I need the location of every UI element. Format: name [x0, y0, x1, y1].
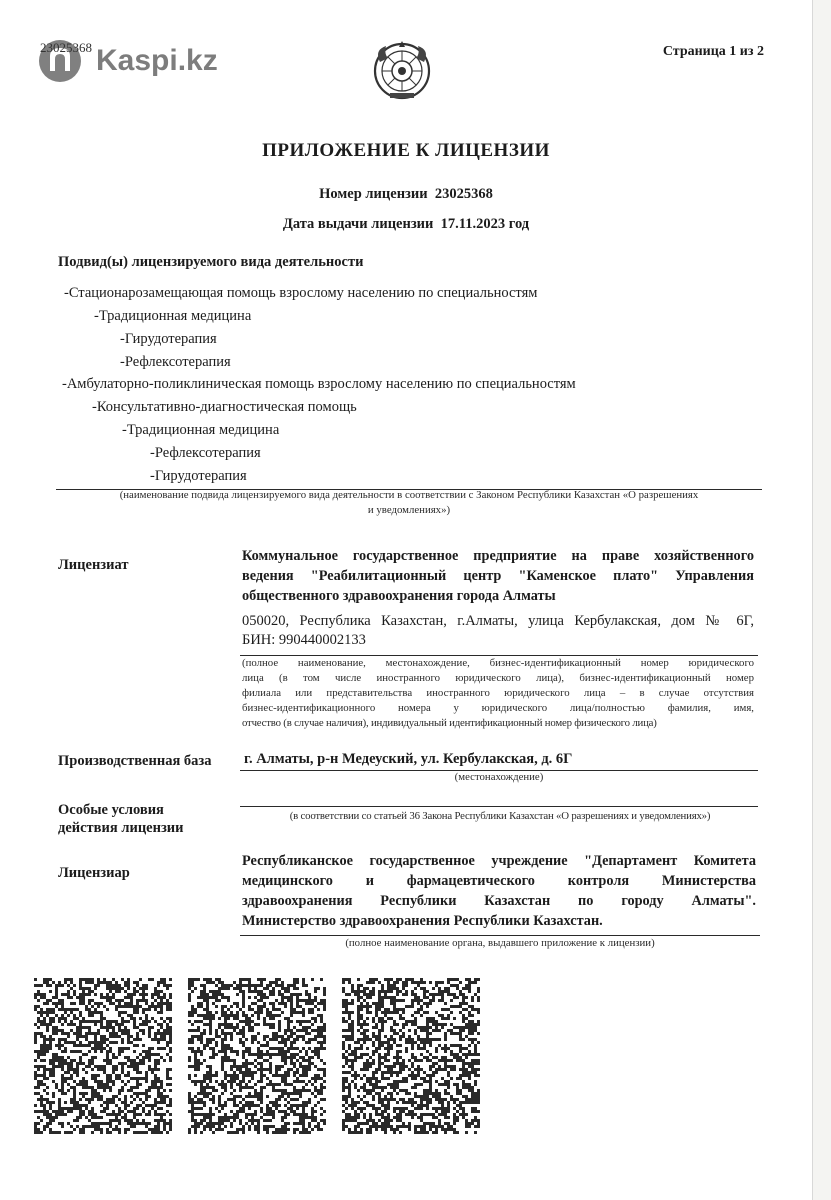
- state-emblem-icon: [372, 40, 432, 102]
- licensee-note-3: филиала или представительства иностранного юридического лица – в случае отсутствия: [242, 687, 754, 699]
- license-number-label: Номер лицензии: [319, 186, 428, 202]
- activity-item: -Амбулаторно-поликлиническая помощь взрослому населению по специальностям: [62, 376, 576, 392]
- qr-code-3: [342, 978, 480, 1134]
- production-base-value: г. Алматы, р-н Медеуский, ул. Кербулакская, д. 6Г: [244, 751, 573, 767]
- activities-heading: Подвид(ы) лицензируемого вида деятельности: [58, 254, 364, 270]
- activity-item: -Традиционная медицина: [94, 308, 252, 324]
- activity-item: -Рефлексотерапия: [150, 445, 261, 461]
- licensor-underline: [240, 935, 760, 936]
- special-conditions-underline: [240, 806, 758, 807]
- licensee-name-1: Коммунальное государственное предприятие на праве хозяйственного: [242, 548, 754, 564]
- qr-code-2: [188, 978, 326, 1134]
- activity-item: -Консультативно-диагностическая помощь: [92, 399, 357, 415]
- licensee-note-5: отчество (в случае наличия), индивидуальный идентификационный номер физического лица): [242, 717, 657, 729]
- activity-item: -Традиционная медицина: [122, 422, 280, 438]
- licensee-address-1: 050020, Республика Казахстан, г.Алматы, улица Кербулакская, дом № 6Г,: [242, 613, 754, 629]
- licensee-note-4: бизнес-идентификационного номера у юридического лица/полностью фамилия, имя,: [242, 702, 754, 714]
- special-conditions-label-1: Особые условия: [58, 802, 164, 818]
- production-base-note: (местонахождение): [454, 771, 544, 783]
- top-doc-number: 23025368: [40, 40, 92, 55]
- licensor-line-1: Республиканское государственное учреждение "Департамент Комитета: [242, 853, 756, 869]
- special-conditions-label-2: действия лицензии: [58, 820, 184, 836]
- activities-note-1: (наименование подвида лицензируемого вида деятельности в соответствии с Законом Республики Казахстан «О разрешениях: [119, 489, 699, 501]
- page-indicator: Страница 1 из 2: [662, 44, 764, 59]
- qr-code-1: [34, 978, 172, 1134]
- watermark-text: Kaspi.kz: [96, 44, 218, 77]
- licensee-bin: БИН: 990440002133: [242, 632, 366, 648]
- activity-item: -Рефлексотерапия: [120, 354, 231, 370]
- licensee-underline: [240, 655, 758, 656]
- issue-date-value: 17.11.2023 год: [440, 216, 530, 232]
- document-title: ПРИЛОЖЕНИЕ К ЛИЦЕНЗИИ: [262, 140, 550, 161]
- activity-item: -Гирудотерапия: [150, 468, 247, 484]
- activities-note-2: и уведомлениях»): [367, 504, 451, 516]
- license-number-line: [0, 186, 812, 203]
- licensee-name-3: общественного здравоохранения города Алматы: [242, 588, 556, 604]
- issue-date-label: Дата выдачи лицензии: [282, 216, 434, 232]
- activity-item: -Стационарозамещающая помощь взрослому населению по специальностям: [64, 285, 538, 301]
- licensee-name-2: ведения "Реабилитационный центр "Каменское плато" Управления: [242, 568, 754, 584]
- production-base-label: Производственная база: [58, 753, 212, 769]
- licensee-note-1: (полное наименование, местонахождение, бизнес-идентификационный номер юридического: [242, 657, 754, 669]
- licensor-line-3: здравоохранения Республики Казахстан по городу Алматы".: [242, 893, 756, 909]
- licensee-label: Лицензиат: [58, 557, 129, 573]
- licensee-note-2: лица (в том числе иностранного юридического лица), бизнес-идентификационный номер: [242, 672, 754, 684]
- activity-item: -Гирудотерапия: [120, 331, 217, 347]
- license-number-value: 23025368: [434, 186, 493, 202]
- issue-date-line: [0, 216, 812, 233]
- licensor-label: Лицензиар: [58, 865, 130, 881]
- special-conditions-note: (в соответствии со статьей 36 Закона Республики Казахстан «О разрешениях и уведомлениях»): [289, 810, 711, 822]
- licensor-line-4: Министерство здравоохранения Республики Казахстан.: [242, 913, 603, 929]
- licensor-note: (полное наименование органа, выдавшего приложение к лицензии): [345, 937, 655, 949]
- licensor-line-2: медицинского и фармацевтического контроля Министерства: [242, 873, 756, 889]
